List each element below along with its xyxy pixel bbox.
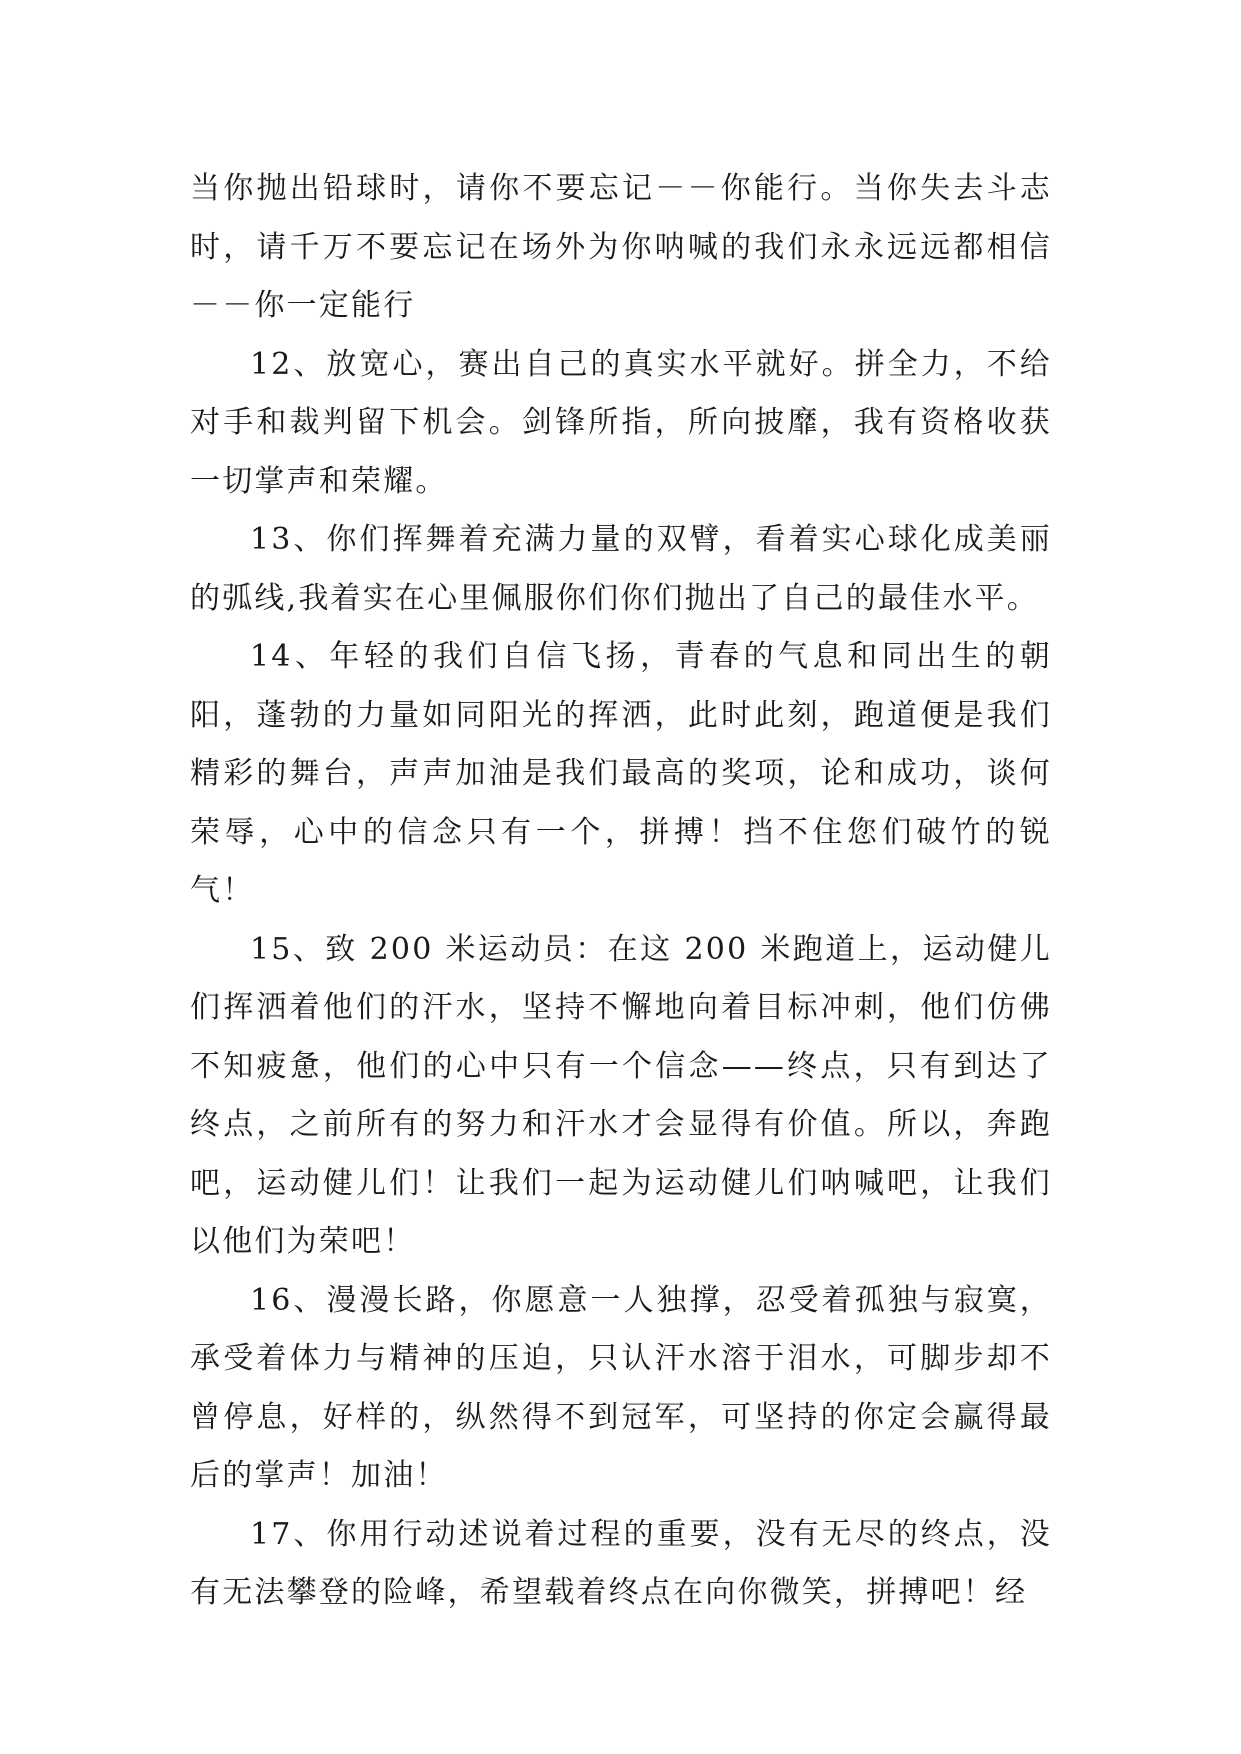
- paragraph-continued: 当你抛出铅球时，请你不要忘记－－你能行。当你失去斗志时，请千万不要忘记在场外为你呐喊的我们永永远远都相信－－你一定能行: [190, 171, 1052, 323]
- paragraph-17: 17、你用行动述说着过程的重要，没有无尽的终点，没有无法攀登的险峰，希望载着终点在向你微笑，拼搏吧！经: [190, 1516, 1052, 1610]
- document-body: [190, 160, 1052, 1623]
- paragraph-13: 13、你们挥舞着充满力量的双臂，看着实心球化成美丽的弧线,我着实在心里佩服你们你们抛出了自己的最佳水平。: [190, 522, 1052, 616]
- paragraph-15: 15、致 200 米运动员：在这 200 米跑道上，运动健儿们挥洒着他们的汗水，坚持不懈地向着目标冲刺，他们仿佛不知疲惫，他们的心中只有一个信念——终点，只有到达了终点，之前所有的努力和汗水才会显得有价值。所以，奔跑吧，运动健儿们！让我们一起为运动健儿们呐喊吧，让我们以他们为荣吧！: [190, 931, 1052, 1259]
- paragraph-12: 12、放宽心，赛出自己的真实水平就好。拼全力，不给对手和裁判留下机会。剑锋所指，所向披靡，我有资格收获一切掌声和荣耀。: [190, 346, 1052, 499]
- paragraph-14: 14、年轻的我们自信飞扬，青春的气息和同出生的朝阳，蓬勃的力量如同阳光的挥洒，此时此刻，跑道便是我们精彩的舞台，声声加油是我们最高的奖项，论和成功，谈何荣辱，心中的信念只有一个，拼搏！挡不住您们破竹的锐气！: [190, 639, 1052, 908]
- paragraph-16: 16、漫漫长路，你愿意一人独撑，忍受着孤独与寂寞，承受着体力与精神的压迫，只认汗水溶于泪水，可脚步却不曾停息，好样的，纵然得不到冠军，可坚持的你定会赢得最后的掌声！加油！: [190, 1282, 1052, 1493]
